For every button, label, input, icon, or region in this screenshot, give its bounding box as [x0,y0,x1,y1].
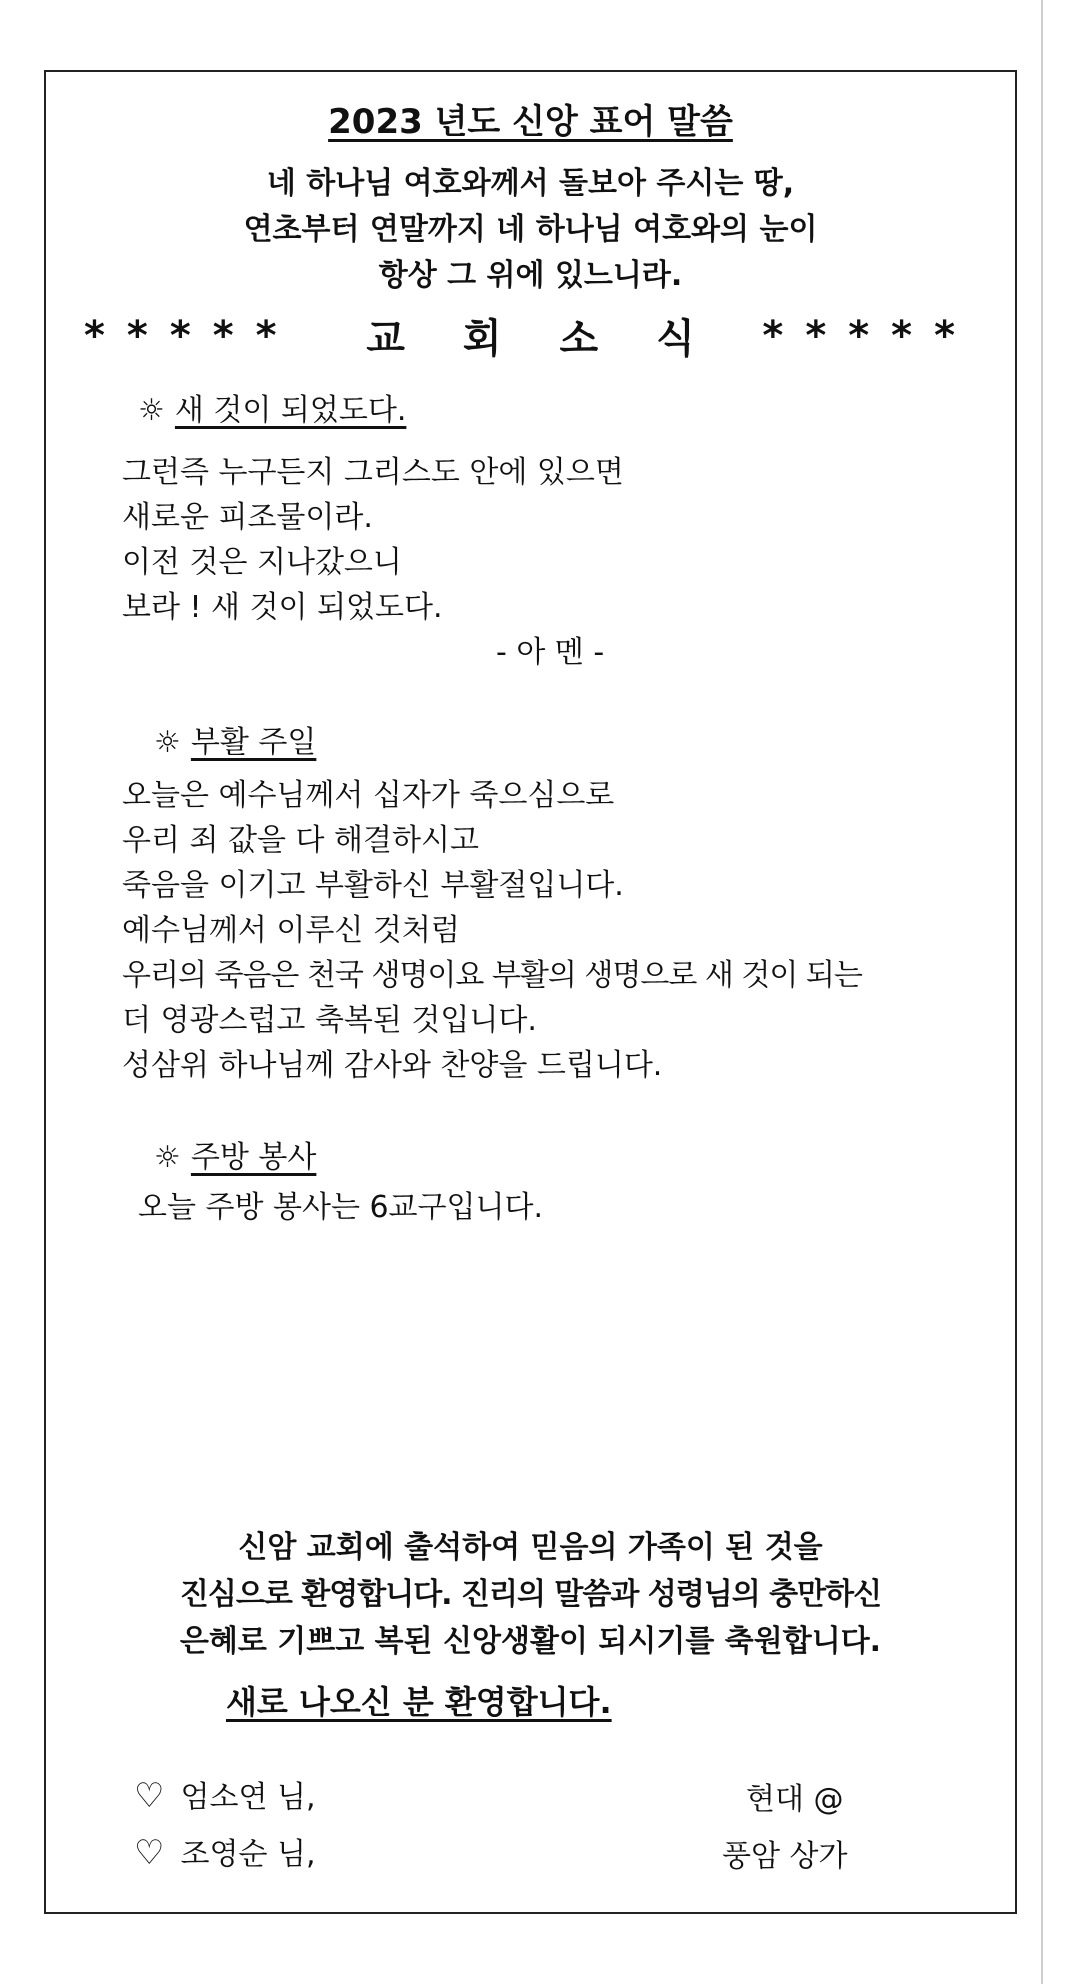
section-2-line-7: 성삼위 하나님께 감사와 찬양을 드립니다. [122,1048,663,1083]
stars-left: ***** [84,312,299,359]
sun-icon: ☼ [154,725,181,760]
heart-icon: ♡ [134,1833,165,1873]
stars-right: ***** [762,312,977,359]
newcomer-name: 엄소연 님, [180,1780,316,1815]
section-heading-new-creation [138,385,406,429]
section-heading-kitchen [154,1132,316,1176]
section-2-line-2: 우리 죄 값을 다 해결하시고 [122,823,479,858]
welcome-line-2: 진심으로 환영합니다. 진리의 말씀과 성령님의 충만하신 [179,1577,882,1612]
section-2-line-3: 죽음을 이기고 부활하신 부활절입니다. [122,868,624,903]
section-heading-easter [154,717,316,761]
bulletin-page [44,70,1017,1914]
section-2-line-5: 우리의 죽음은 천국 생명이요 부활의 생명으로 새 것이 되는 [122,958,862,993]
welcome-title: 새로 나오신 분 환영합니다. [226,1683,612,1721]
scan-edge-line [1041,0,1043,1984]
page-title: 2023 년도 신앙 표어 말씀 [328,102,733,142]
section-1-line-1: 그런즉 누구든지 그리스도 안에 있으면 [122,455,624,490]
section-2-line-1: 오늘은 예수님께서 십자가 죽으심으로 [122,778,615,813]
newcomer-place: 현대 @ [746,1782,844,1817]
newcomer-2 [134,1829,315,1873]
section-2-line-6: 더 영광스럽고 축복된 것입니다. [122,1003,537,1038]
verse-line-1: 네 하나님 여호와께서 돌보아 주시는 땅, [266,166,795,201]
welcome-line-3: 은혜로 기쁘고 복된 신앙생활이 되시기를 축원합니다. [179,1624,882,1659]
heart-icon: ♡ [134,1776,165,1816]
section-title: 주방 봉사 [190,1140,317,1175]
section-2-line-4: 예수님께서 이루신 것처럼 [122,913,460,948]
section-1-line-3: 이전 것은 지나갔으니 [122,545,402,580]
sun-icon: ☼ [138,393,165,428]
welcome-heading [226,1677,612,1723]
newcomer-name: 조영순 님, [180,1837,316,1872]
amen-closing: - 아 멘 - [496,635,605,670]
verse-line-2: 연초부터 연말까지 네 하나님 여호와의 눈이 [243,212,818,247]
sun-icon: ☼ [154,1140,181,1175]
section-1-line-2: 새로운 피조물이라. [122,500,373,535]
section-title: 부활 주일 [190,725,317,760]
section-1-line-4: 보라 ! 새 것이 되었도다. [122,590,443,625]
section-title: 새 것이 되었도다. [174,393,407,428]
newcomer-1 [134,1772,315,1816]
church-news-heading: 교회소식 [366,316,753,362]
welcome-line-1: 신암 교회에 출석하여 믿음의 가족이 된 것을 [238,1530,823,1565]
church-news-header [84,307,977,364]
newcomer-place: 풍암 상가 [722,1839,848,1874]
verse-line-3: 항상 그 위에 있느니라. [378,258,683,293]
section-3-line-1: 오늘 주방 봉사는 6교구입니다. [138,1190,543,1225]
